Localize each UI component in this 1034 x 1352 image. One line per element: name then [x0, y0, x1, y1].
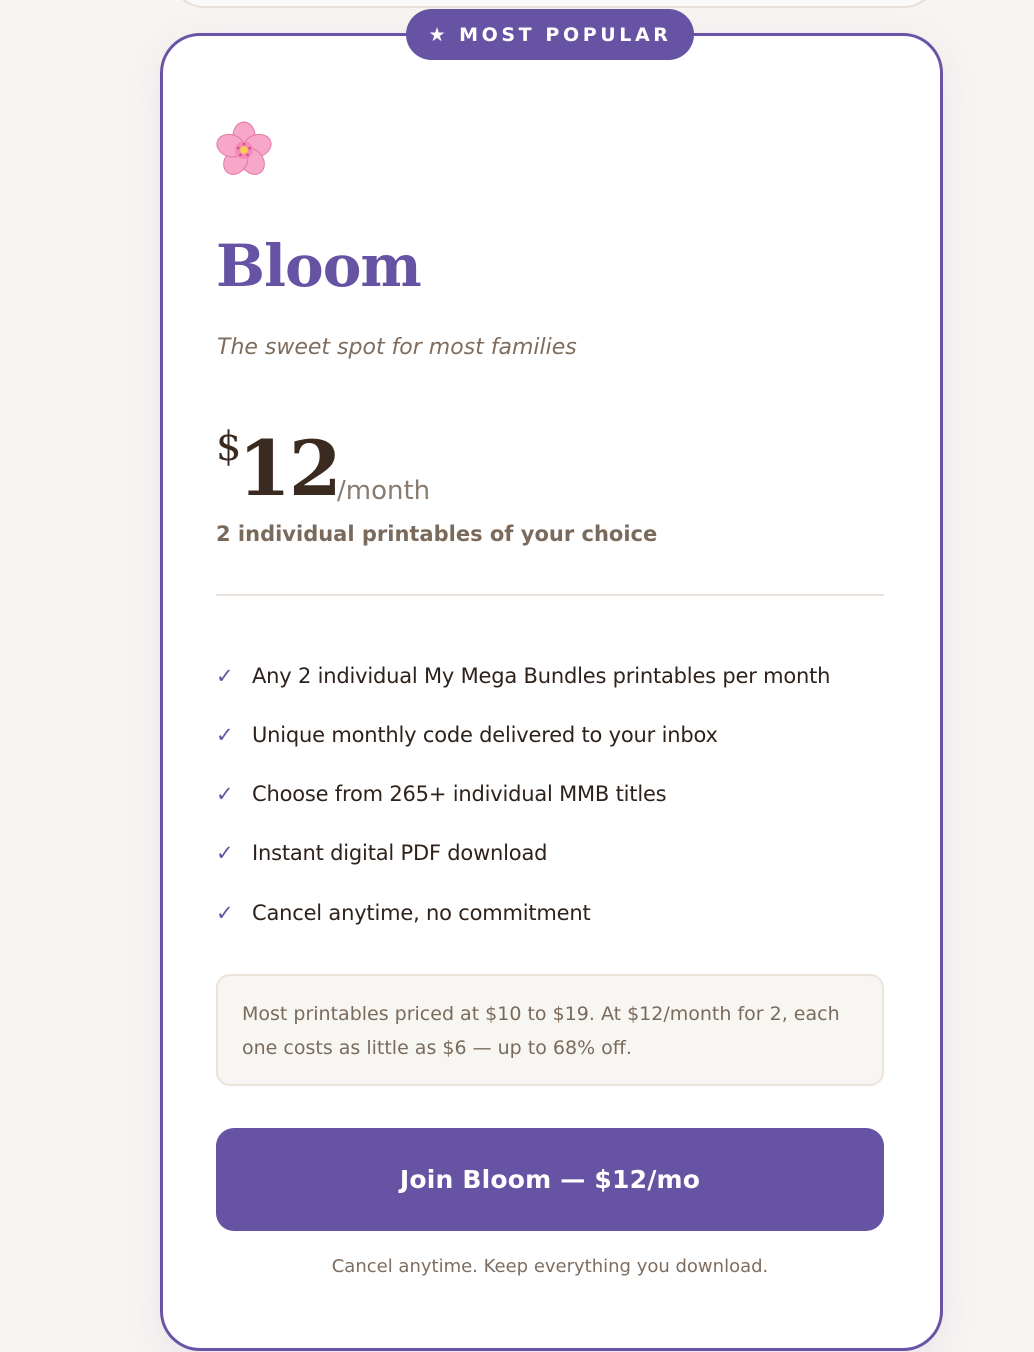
- feature-list: [216, 646, 896, 942]
- check-icon: ✓: [216, 782, 234, 807]
- check-icon: ✓: [216, 841, 234, 866]
- star-icon: ★: [428, 23, 450, 46]
- price: [216, 424, 716, 514]
- cherry-blossom-icon: [214, 120, 274, 180]
- plan-name: Bloom: [216, 232, 421, 300]
- plan-tagline: The sweet spot for most families: [217, 335, 577, 360]
- savings-note: Most printables priced at $10 to $19. At $12/month for 2, each one costs as little as $6 — up to 68% off.: [216, 974, 884, 1086]
- feature-item: [216, 646, 896, 705]
- plan-subtitle: 2 individual printables of your choice: [216, 522, 658, 546]
- join-bloom-button[interactable]: Join Bloom — $12/mo: [216, 1128, 884, 1231]
- most-popular-badge: [406, 9, 694, 60]
- price-amount: 12: [238, 424, 340, 513]
- feature-item: [216, 765, 896, 824]
- cancel-footnote: Cancel anytime. Keep everything you download.: [331, 1256, 769, 1277]
- feature-text: Any 2 individual My Mega Bundles printables per month: [252, 663, 831, 688]
- feature-item: [216, 883, 896, 942]
- feature-item: [216, 824, 896, 883]
- feature-text: Cancel anytime, no commitment: [252, 900, 591, 925]
- price-period: /month: [337, 476, 431, 506]
- check-icon: ✓: [216, 900, 234, 925]
- feature-text: Instant digital PDF download: [252, 841, 548, 866]
- feature-item: [216, 705, 896, 764]
- badge-label: MOST POPULAR: [459, 23, 672, 46]
- feature-text: Unique monthly code delivered to your inbox: [252, 722, 718, 747]
- check-icon: ✓: [216, 663, 234, 688]
- price-currency: $: [216, 424, 242, 470]
- check-icon: ✓: [216, 722, 234, 747]
- previous-plan-card-edge: [170, 0, 938, 8]
- feature-text: Choose from 265+ individual MMB titles: [252, 782, 667, 807]
- divider: [216, 594, 884, 596]
